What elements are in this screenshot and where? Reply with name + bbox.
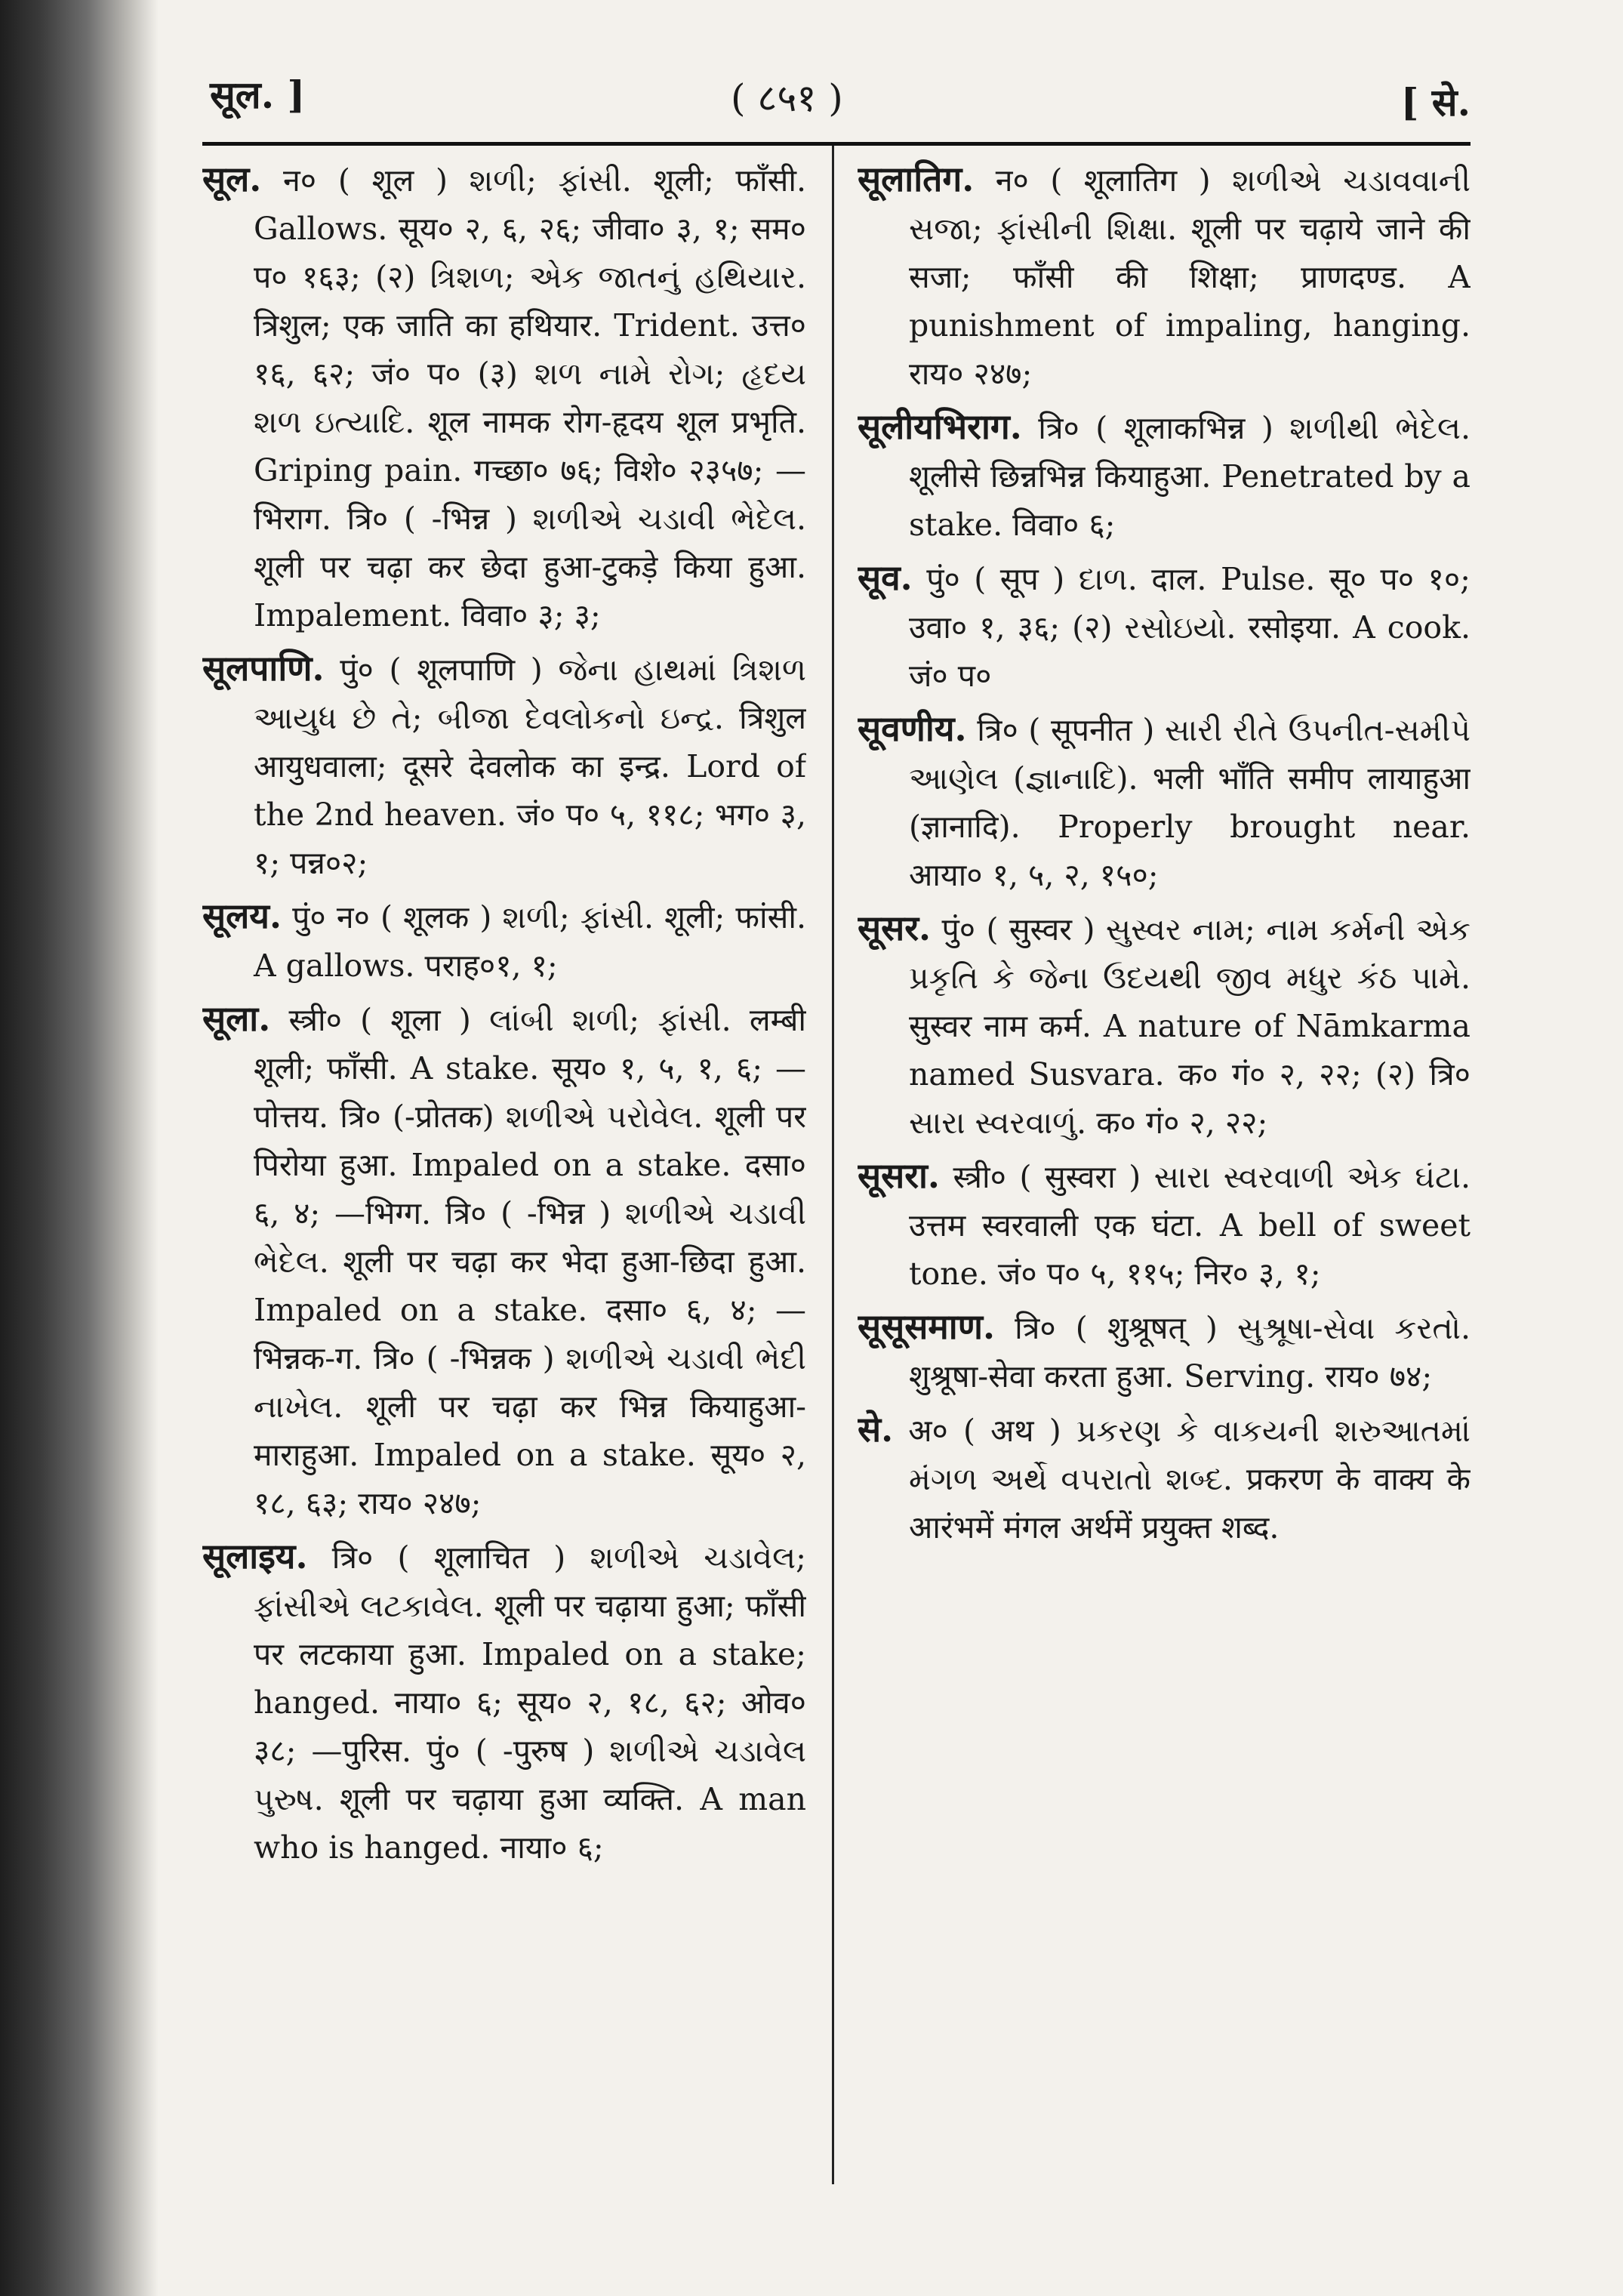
running-head-left: सूल. ]	[210, 72, 306, 117]
entry-headword: सूसर.	[858, 908, 932, 948]
entry-body: त्रि० ( सूपनीत ) સારી રીતે ઉપનીત-સમીપે આણેલ (જ્ઞાનાદિ). भली भाँति समीप लायाहुआ (ज्ञानादि). Properly brought near. आया० १, ५, २, १५०;	[909, 712, 1471, 893]
entry-headword: सूसूसमाण.	[858, 1306, 995, 1347]
entry-body: पुं० ( शूलपाणि ) જેના હાથમાં ત્રિશળ આયુધ છે તે; બીજા દેવલોકનો ઇન્દ્ર. त्रिशुल आयुधवाला; दूसरे देवलोक का इन्द्र. Lord of the 2nd heaven. जं० प० ५, ११८; भग० ३, १; पन्न०२;	[254, 652, 806, 881]
column-divider	[832, 146, 834, 2184]
entry-body: त्रि० ( शूलाकभिन्न ) શળીથી ભેદેલ. शूलीसे छिन्नभिन्न कियाहुआ. Penetrated by a stake. विवा० ६;	[909, 410, 1471, 543]
entry-body: पुं० ( सूप ) દાળ. दाल. Pulse. सू० प० १०; उवा० १, ३६; (२) રસોઇયો. रसोइया. A cook. जं० प०	[909, 561, 1471, 694]
dictionary-entry	[202, 644, 806, 887]
entry-body: पुं० ( सुस्वर ) સુસ્વર નામ; નામ કર્મની એક પ્રકૃતિ કે જેના ઉદયથી જીવ મધુર કંઠ પામે. सुस्वर नाम कर्म. A nature of Nāmkarma named Susvara. क० गं० २, २२; (२) त्रि० સારા સ્વરવાળું. क० गं० २, २२;	[909, 911, 1471, 1141]
dictionary-entry	[858, 553, 1471, 700]
entry-body: अ० ( अथ ) પ્રકરણ કે વાકયની શરુઆતમાં મંગળ અર્થે વપરાતો શબ્દ. प्रकरण के वाक्य के आरंभमें मंगल अर्थमें प्रयुक्त शब्द.	[908, 1413, 1471, 1546]
dictionary-entry	[858, 704, 1471, 899]
entry-headword: सूलय.	[202, 895, 282, 936]
dictionary-entry	[858, 155, 1471, 398]
dictionary-page	[202, 53, 1471, 2242]
entry-headword: सूला.	[202, 998, 271, 1039]
entry-headword: सूवणीय.	[858, 708, 967, 749]
entry-headword: सूलपाणि.	[202, 648, 325, 689]
entry-body: न० ( शूल ) શળી; ફાંસી. शूली; फाँसी. Gallows. सूय० २, ६, २६; जीवा० ३, १; सम० प० १६३; (२) ત્રિશળ; એક જાતનું હથિયાર. त्रिशुल; एक जाति का हथियार. Trident. उत्त० १६, ६२; जं० प० (३) શળ નામે રોગ; હૃદય શળ ઇત્યાદિ. शूल नामक रोग-हृदय शूल प्रभृति. Griping pain. गच्छा० ७६; विशे० २३५७; —भिराग. त्रि० ( -भिन्न ) શળીએ ચડાવી ભેદેલ. शूली पर चढ़ा कर छेदा हुआ-टुकड़े किया हुआ. Impalement. विवा० ३; ३;	[254, 162, 806, 633]
entry-headword: सूलाइय.	[202, 1536, 308, 1576]
right-column	[858, 155, 1471, 2193]
dictionary-entry	[858, 1302, 1471, 1401]
left-column	[202, 155, 806, 2193]
entry-body: त्रि० ( शुश्रूषत् ) સુશ્રૂષા-સેવા કરતો. शुश्रूषा-सेवा करता हुआ. Serving. राय० ७४;	[909, 1310, 1471, 1395]
book-spine-shadow	[0, 0, 159, 2296]
page-number: ( ८५१ )	[731, 76, 843, 120]
entry-body: स्त्री० ( शूला ) લાંબી શળી; ફાંસી. लम्बी शूली; फाँसी. A stake. सूय० १, ५, १, ६; —पोत्तय. त्रि० (-प्रोतक) શળીએ પરોવેલ. शूली पर पिरोया हुआ. Impaled on a stake. दसा० ६, ४; —भिग्ग. त्रि० ( -भिन्न ) શળીએ ચડાવી ભેદેલ. शूली पर चढ़ा कर भेदा हुआ-छिदा हुआ. Impaled on a stake. दसा० ६, ४; —भिन्नक-ग. त्रि० ( -भिन्नक ) શળીએ ચડાવી ભેદી નાખેલ. शूली पर चढ़ा कर भिन्न कियाहुआ-माराहुआ. Impaled on a stake. सूय० २, १८, ६३; राय० २४७;	[254, 1002, 806, 1521]
entry-headword: सूव.	[858, 557, 913, 598]
dictionary-entry	[202, 155, 806, 639]
entry-headword: सूलातिग.	[858, 159, 975, 199]
entry-body: त्रि० ( शूलाचित ) શળીએ ચડાવેલ; ફાંસીએ લટકાવેલ. शूली पर चढ़ाया हुआ; फाँसी पर लटकाया हुआ. Impaled on a stake; hanged. नाया० ६; सूय० २, १८, ६२; ओव० ३८; —पुरिस. पुं० ( -पुरुष ) શળીએ ચડાવેલ પુરુષ. शूली पर चढ़ाया हुआ व्यक्ति. A man who is hanged. नाया० ६;	[254, 1539, 806, 1866]
dictionary-entry	[858, 1151, 1471, 1298]
entry-headword: से.	[858, 1409, 894, 1450]
dictionary-entry	[202, 892, 806, 990]
entry-body: पुं० न० ( शूलक ) શળી; ફાંસી. शूली; फांसी. A gallows. पराह०१, १;	[254, 899, 806, 984]
dictionary-entry	[202, 1532, 806, 1872]
entry-body: न० ( शूलातिग ) શળીએ ચડાવવાની સજા; ફાંસીની શિક્ષા. शूली पर चढ़ाये जाने की सजा; फाँसी की शिक्षा; प्राणदण्ड. A punishment of impaling, hanging. राय० २४७;	[909, 162, 1471, 392]
header-rule	[202, 142, 1471, 146]
page-header	[202, 53, 1471, 128]
running-head-right: [ से.	[1400, 80, 1471, 125]
dictionary-entry	[858, 904, 1471, 1147]
entry-headword: सूल.	[202, 159, 262, 199]
dictionary-entry	[858, 402, 1471, 549]
entry-headword: सूलीयभिराग.	[858, 406, 1022, 447]
entry-headword: सूसरा.	[858, 1155, 940, 1196]
dictionary-entry	[858, 1405, 1471, 1552]
entry-body: स्त्री० ( सुस्वरा ) સારા સ્વરવાળી એક ઘંટા. उत्तम स्वरवाली एक घंटा. A bell of sweet tone. जं० प० ५, ११५; निर० ३, १;	[909, 1159, 1471, 1292]
dictionary-entry	[202, 994, 806, 1527]
